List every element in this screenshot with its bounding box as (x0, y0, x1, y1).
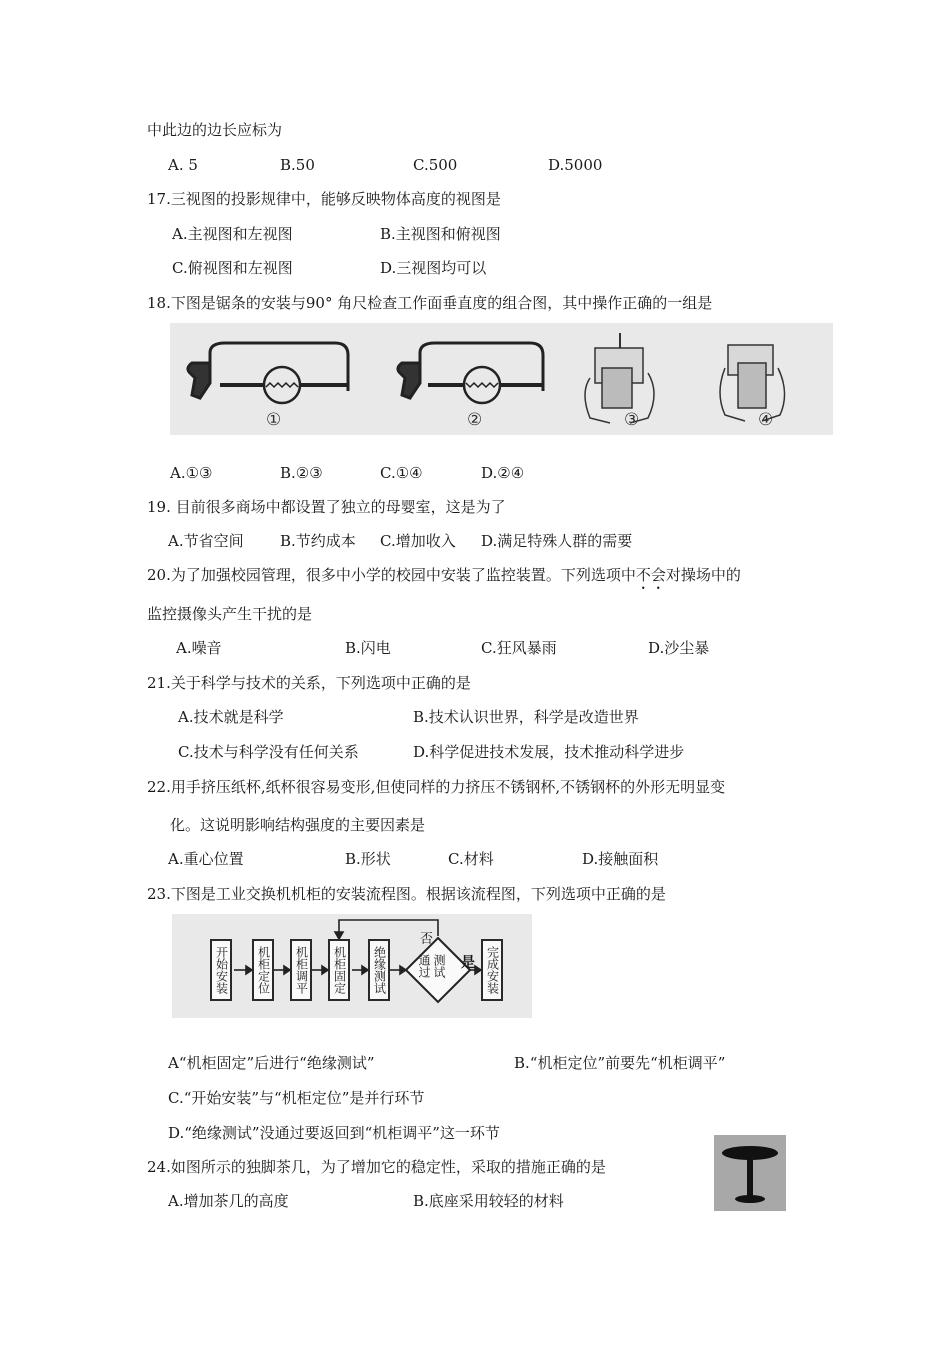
q18-option-b[interactable]: B.②③ (280, 464, 323, 482)
flow-no-label: 否 (420, 932, 434, 947)
q17-stem: 17.三视图的投影规律中，能够反映物体高度的视图是 (147, 190, 501, 208)
q24-option-b[interactable]: B.底座采用较轻的材料 (413, 1192, 564, 1210)
flow-step-insulation-test: 绝缘测试 (368, 939, 390, 1001)
q23-flowchart (172, 914, 532, 1018)
hacksaw-2-icon (398, 343, 543, 403)
q20-option-c[interactable]: C.狂风暴雨 (481, 639, 557, 657)
q20-option-d[interactable]: D.沙尘暴 (648, 639, 710, 657)
q22-option-b[interactable]: B.形状 (345, 850, 391, 868)
q19-option-b[interactable]: B.节约成本 (280, 532, 356, 550)
q20-option-b[interactable]: B.闪电 (345, 639, 391, 657)
q17-option-a[interactable]: A.主视图和左视图 (172, 225, 293, 243)
q20-stem (147, 565, 741, 593)
q22-stem-line2: 化。这说明影响结构强度的主要因素是 (170, 816, 426, 834)
q19-stem: 19. 目前很多商场中都设置了独立的母婴室，这是为了 (147, 498, 506, 516)
q24-stem: 24.如图所示的独脚茶几，为了增加它的稳定性，采取的措施正确的是 (147, 1158, 606, 1176)
q21-option-b[interactable]: B.技术认识世界，科学是改造世界 (413, 708, 639, 726)
figure-label-3: ③ (624, 410, 640, 430)
flow-decision-text: 测试通过 (417, 954, 446, 978)
q18-option-c[interactable]: C.①④ (380, 464, 423, 482)
q18-stem: 18.下图是锯条的安装与90° 角尺检查工作面垂直度的组合图，其中操作正确的一组是 (147, 294, 713, 312)
figure-label-4: ④ (758, 410, 774, 430)
figure-label-1: ① (266, 410, 282, 430)
q16-stem-tail: 中此边的边长应标为 (147, 121, 283, 139)
tea-table-photo (714, 1135, 786, 1211)
flow-step-locate: 机柜定位 (252, 939, 274, 1001)
q20-stem-after: 对操场中的 (665, 566, 741, 584)
q22-option-a[interactable]: A.重心位置 (168, 850, 244, 868)
square-check-4-icon (720, 345, 785, 421)
square-check-3-icon (585, 333, 654, 423)
flow-yes-label: 是 (461, 955, 475, 971)
q17-option-b[interactable]: B.主视图和俯视图 (380, 225, 501, 243)
q20-stem-before: 20.为了加强校园管理，很多中小学的校园中安装了监控装置。下列选项中 (147, 566, 636, 584)
q23-option-d[interactable]: D.“绝缘测试”没通过要返回到“机柜调平”这一环节 (168, 1124, 500, 1142)
q22-stem-line1: 22.用手挤压纸杯,纸杯很容易变形,但使同样的力挤压不锈钢杯,不锈钢杯的外形无明显变 (147, 778, 726, 796)
q19-option-d[interactable]: D.满足特殊人群的需要 (481, 532, 633, 550)
q22-option-d[interactable]: D.接触面积 (582, 850, 659, 868)
flow-step-level: 机柜调平 (290, 939, 312, 1001)
hacksaw-1-icon (188, 343, 348, 403)
q17-option-d[interactable]: D.三视图均可以 (380, 259, 487, 277)
tea-table-icon (714, 1135, 786, 1211)
figure-label-2: ② (467, 410, 483, 430)
q16-option-d[interactable]: D.5000 (548, 156, 603, 174)
q20-option-a[interactable]: A.噪音 (176, 639, 222, 657)
q16-option-b[interactable]: B.50 (280, 156, 315, 174)
q18-figure (170, 323, 833, 435)
q23-option-c[interactable]: C.“开始安装”与“机柜定位”是并行环节 (168, 1089, 425, 1107)
q16-option-c[interactable]: C.500 (413, 156, 458, 174)
q18-option-d[interactable]: D.②④ (481, 464, 525, 482)
q18-option-a[interactable]: A.①③ (170, 464, 213, 482)
q19-option-c[interactable]: C.增加收入 (380, 532, 456, 550)
q24-option-a[interactable]: A.增加茶几的高度 (168, 1192, 289, 1210)
q21-option-a[interactable]: A.技术就是科学 (178, 708, 284, 726)
q23-option-a[interactable]: A“机柜固定”后进行“绝缘测试” (168, 1054, 375, 1072)
flow-step-end: 完成安装 (481, 939, 503, 1001)
q23-stem: 23.下图是工业交换机机柜的安装流程图。根据该流程图，下列选项中正确的是 (147, 885, 666, 903)
q22-option-c[interactable]: C.材料 (448, 850, 494, 868)
q20-stem-emphasis: 不会 (635, 566, 666, 584)
q21-stem: 21.关于科学与技术的关系，下列选项中正确的是 (147, 674, 471, 692)
q20-stem-line2: 监控摄像头产生干扰的是 (147, 605, 313, 623)
q23-option-b[interactable]: B.“机柜定位”前要先“机柜调平” (514, 1054, 726, 1072)
q19-option-a[interactable]: A.节省空间 (168, 532, 244, 550)
flow-step-start: 开始安装 (210, 939, 232, 1001)
q21-option-d[interactable]: D.科学促进技术发展，技术推动科学进步 (413, 743, 685, 761)
q17-option-c[interactable]: C.俯视图和左视图 (172, 259, 293, 277)
q16-option-a[interactable]: A. 5 (168, 156, 198, 174)
flow-step-fix: 机柜固定 (328, 939, 350, 1001)
q21-option-c[interactable]: C.技术与科学没有任何关系 (178, 743, 359, 761)
